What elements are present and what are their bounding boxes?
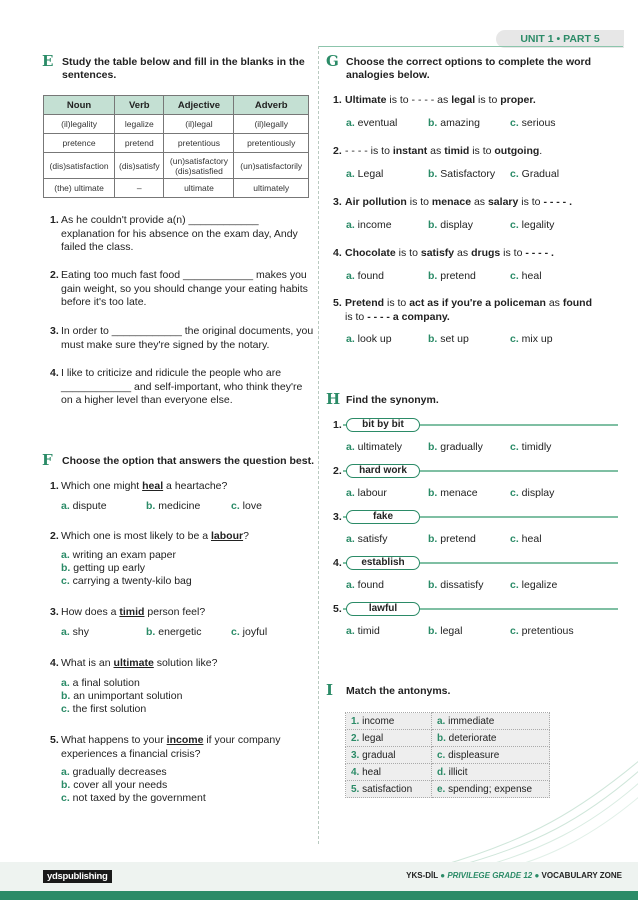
answer-option[interactable]: b. set up: [428, 333, 469, 345]
option-letter: a.: [61, 500, 70, 512]
fill-in-sentence[interactable]: [61, 214, 316, 255]
option-letter: a.: [346, 270, 355, 282]
match-label: 2.: [351, 732, 360, 744]
question-text: What happens to your income if your company experiences a financial crisis?: [61, 734, 281, 760]
option-letter: c.: [510, 579, 519, 591]
answer-option[interactable]: a. gradually decreases: [61, 766, 167, 778]
answer-option[interactable]: a. Legal: [346, 168, 384, 180]
option-letter: a.: [346, 533, 355, 545]
answer-option[interactable]: c. display: [510, 487, 555, 499]
question-text: Which one might heal a heartache?: [61, 480, 228, 492]
analogy-keyword: proper.: [500, 94, 536, 106]
option-letter: b.: [61, 779, 71, 791]
answer-option[interactable]: a. found: [346, 270, 384, 282]
answer-option[interactable]: c. timidly: [510, 441, 552, 453]
answer-option[interactable]: c. love: [231, 500, 262, 512]
analogy-keyword: - - - - .: [543, 196, 573, 208]
table-cell: pretend: [115, 134, 164, 153]
question-number: 1.: [50, 480, 59, 492]
table-cell: ultimately: [234, 179, 309, 198]
option-letter: a.: [346, 333, 355, 345]
option-letter: a.: [61, 549, 70, 561]
match-label: c.: [437, 749, 446, 761]
match-label: a.: [437, 715, 446, 727]
analogy-keyword: legal: [451, 94, 476, 106]
option-letter: c.: [510, 441, 519, 453]
option-letter: b.: [61, 562, 71, 574]
match-cell[interactable]: 5. satisfaction: [346, 781, 432, 798]
answer-option[interactable]: a. labour: [346, 487, 387, 499]
table-cell: (un)satisfactory (dis)satisfied: [164, 153, 234, 179]
question-number: 3.: [50, 606, 59, 618]
analogy-keyword: timid: [444, 145, 470, 157]
match-cell[interactable]: d. illicit: [432, 764, 550, 781]
option-letter: a.: [61, 626, 70, 638]
question-number: 1.: [333, 94, 342, 106]
synonym-word: hard work: [346, 464, 420, 478]
synonym-word: lawful: [346, 602, 420, 616]
answer-option[interactable]: b. Satisfactory: [428, 168, 496, 180]
table-cell: (the) ultimate: [44, 179, 115, 198]
word-forms-table: [43, 95, 309, 198]
item-number: 2.: [333, 465, 342, 477]
item-number: 4.: [333, 557, 342, 569]
answer-option[interactable]: a. timid: [346, 625, 380, 637]
match-cell[interactable]: e. spending; expense: [432, 781, 550, 798]
option-letter: b.: [428, 579, 438, 591]
answer-option[interactable]: a. a final solution: [61, 677, 140, 689]
answer-option[interactable]: c. not taxed by the government: [61, 792, 206, 804]
analogy-text: Air pollution is to menace as salary is to - - - - .: [345, 196, 573, 208]
sentence-line: ____________ and self-important, who think they're: [61, 380, 303, 393]
question-number: 3.: [333, 196, 342, 208]
section-e-letter: E: [42, 52, 54, 70]
table-header: Verb: [115, 96, 164, 115]
answer-option[interactable]: c. heal: [510, 533, 542, 545]
answer-option[interactable]: c. carrying a twenty-kilo bag: [61, 575, 192, 587]
keyword: labour: [210, 530, 244, 542]
question-number: 1.: [50, 214, 59, 226]
question-number: 3.: [50, 325, 59, 337]
answer-option[interactable]: b. amazing: [428, 117, 480, 129]
question-number: 2.: [50, 269, 59, 281]
match-cell[interactable]: c. displeasure: [432, 747, 550, 764]
item-number: 1.: [333, 419, 342, 431]
fill-in-sentence[interactable]: [61, 367, 316, 408]
match-label: d.: [437, 766, 446, 778]
option-letter: c.: [61, 575, 70, 587]
table-cell: (il)legal: [164, 115, 234, 134]
answer-option[interactable]: a. dispute: [61, 500, 107, 512]
synonym-word: fake: [346, 510, 420, 524]
analogy-keyword: - - - - a company.: [367, 310, 450, 323]
option-letter: a.: [346, 117, 355, 129]
option-letter: b.: [428, 333, 438, 345]
option-letter: c.: [231, 626, 240, 638]
table-header: Adjective: [164, 96, 234, 115]
table-cell: (un)satisfactorily: [234, 153, 309, 179]
publisher-logo: ydspublishing: [43, 870, 112, 883]
match-label: 5.: [351, 783, 360, 795]
option-letter: b.: [428, 625, 438, 637]
answer-option[interactable]: c. the first solution: [61, 703, 147, 715]
option-letter: b.: [428, 219, 438, 231]
option-letter: a.: [61, 677, 70, 689]
table-row: [44, 153, 309, 179]
analogy-keyword: menace: [431, 196, 472, 208]
option-letter: b.: [428, 533, 438, 545]
analogy-keyword: act as if you're a policeman: [409, 297, 546, 309]
match-cell[interactable]: 1. income: [346, 713, 432, 730]
answer-option[interactable]: b. cover all your needs: [61, 779, 168, 791]
answer-option[interactable]: c. legalize: [510, 579, 558, 591]
sentence-line: on a higher level than everyone else.: [61, 394, 233, 406]
match-cell[interactable]: b. deteriorate: [432, 730, 550, 747]
option-letter: b.: [146, 500, 156, 512]
question-number: 5.: [333, 297, 342, 309]
analogy-keyword: Pretend: [345, 297, 385, 309]
answer-option[interactable]: b. energetic: [146, 626, 202, 638]
answer-option[interactable]: b. pretend: [428, 533, 476, 545]
table-cell: pretentious: [164, 134, 234, 153]
answer-option[interactable]: b. legal: [428, 625, 463, 637]
match-cell[interactable]: 3. gradual: [346, 747, 432, 764]
answer-option[interactable]: c. joyful: [231, 626, 268, 638]
table-cell: (il)legality: [44, 115, 115, 134]
question-number: 2.: [333, 145, 342, 157]
question-text: Which one is most likely to be a labour?: [61, 530, 249, 542]
answer-option[interactable]: b. menace: [428, 487, 478, 499]
match-label: 4.: [351, 766, 360, 778]
question-number: 4.: [333, 247, 342, 259]
answer-option[interactable]: a. satisfy: [346, 533, 388, 545]
fill-in-sentence[interactable]: [61, 269, 316, 310]
match-row: [346, 730, 550, 747]
match-label: e.: [437, 783, 446, 795]
match-cell[interactable]: 4. heal: [346, 764, 432, 781]
sentence-line: before it's too late.: [61, 296, 147, 308]
answer-option[interactable]: b. an unimportant solution: [61, 690, 183, 702]
table-cell: (dis)satisfy: [115, 153, 164, 179]
item-number: 3.: [333, 511, 342, 523]
section-g-title: Choose the correct options to complete the word analogies below.: [346, 56, 592, 81]
footer-stripe: [0, 891, 638, 900]
keyword: ultimate: [113, 657, 154, 669]
answer-option[interactable]: b. getting up early: [61, 562, 146, 574]
analogy-keyword: drugs: [471, 247, 501, 259]
keyword: timid: [119, 606, 145, 618]
section-f-letter: F: [42, 451, 53, 469]
answer-option[interactable]: c. Gradual: [510, 168, 560, 180]
section-i-title: Match the antonyms.: [346, 685, 451, 697]
match-label: 1.: [351, 715, 360, 727]
option-letter: b.: [146, 626, 156, 638]
fill-in-sentence[interactable]: [61, 325, 316, 352]
question-number: 2.: [50, 530, 59, 542]
analogy-keyword: Air pollution: [345, 196, 407, 208]
table-cell: ultimate: [164, 179, 234, 198]
analogy-keyword: satisfy: [420, 247, 455, 259]
question-number: 4.: [50, 657, 59, 669]
sentence-line: I like to criticize and ridicule the people who are: [61, 367, 282, 379]
analogy-text: Pretend is to act as if you're a policeman as found is to - - - - a company.: [345, 297, 592, 323]
keyword: heal: [142, 480, 164, 492]
analogy-keyword: Chocolate: [345, 247, 396, 259]
option-letter: b.: [61, 690, 71, 702]
option-letter: c.: [61, 792, 70, 804]
answer-option[interactable]: c. legality: [510, 219, 555, 231]
option-letter: b.: [428, 487, 438, 499]
keyword: income: [166, 734, 204, 746]
sentence-line: In order to ____________ the original documents, you: [61, 325, 314, 337]
analogy-keyword: - - - - .: [525, 247, 554, 259]
analogy-keyword: Ultimate: [345, 94, 387, 106]
answer-option[interactable]: c. serious: [510, 117, 556, 129]
match-cell[interactable]: 2. legal: [346, 730, 432, 747]
section-i-letter: I: [326, 681, 334, 699]
option-letter: b.: [428, 168, 438, 180]
sentence-line: failed the class.: [61, 241, 134, 253]
analogy-text: - - - - is to instant as timid is to outgoing.: [345, 145, 543, 157]
match-row: [346, 713, 550, 730]
table-header: Adverb: [234, 96, 309, 115]
section-g-letter: G: [326, 52, 339, 70]
answer-option[interactable]: a. writing an exam paper: [61, 549, 176, 561]
synonym-word: establish: [346, 556, 420, 570]
option-letter: c.: [510, 219, 519, 231]
option-letter: c.: [231, 500, 240, 512]
section-f-title: Choose the option that answers the question best.: [62, 455, 315, 467]
answer-option[interactable]: c. pretentious: [510, 625, 574, 637]
analogy-text: Chocolate is to satisfy as drugs is to - - - - .: [345, 247, 554, 259]
answer-option[interactable]: b. dissatisfy: [428, 579, 484, 591]
analogy-keyword: salary: [487, 196, 519, 208]
table-header: Noun: [44, 96, 115, 115]
option-letter: a.: [61, 766, 70, 778]
analogy-keyword: outgoing: [494, 145, 540, 157]
sentence-line: gain weight, so you should change your eating habits: [61, 282, 308, 295]
answer-option[interactable]: c. heal: [510, 270, 542, 282]
column-divider: [318, 46, 319, 844]
sentence-line: Eating too much fast food ____________ makes you: [61, 269, 307, 281]
table-row: [44, 134, 309, 153]
option-letter: a.: [346, 168, 355, 180]
sentence-line: As he couldn't provide a(n) ____________: [61, 214, 259, 226]
answer-option[interactable]: a. ultimately: [346, 441, 403, 453]
option-letter: c.: [510, 270, 519, 282]
footer-series: YKS-DİL ● PRIVILEGE GRADE 12 ● VOCABULARY ZONE: [406, 871, 622, 880]
option-letter: c.: [510, 625, 519, 637]
section-h-letter: H: [326, 390, 341, 408]
option-letter: c.: [510, 333, 519, 345]
option-letter: a.: [346, 219, 355, 231]
option-letter: b.: [428, 270, 438, 282]
match-label: b.: [437, 732, 446, 744]
section-h-title: Find the synonym.: [346, 394, 439, 406]
question-text: What is an ultimate solution like?: [61, 657, 218, 669]
answer-option[interactable]: a. found: [346, 579, 384, 591]
option-letter: b.: [428, 117, 438, 129]
sentence-line: explanation for his absence on the exam day, Andy: [61, 227, 298, 240]
answer-option[interactable]: c. mix up: [510, 333, 553, 345]
answer-option[interactable]: b. display: [428, 219, 473, 231]
answer-option[interactable]: a. look up: [346, 333, 392, 345]
match-label: 3.: [351, 749, 360, 761]
table-cell: pretence: [44, 134, 115, 153]
analogy-keyword: instant: [392, 145, 428, 157]
match-cell[interactable]: a. immediate: [432, 713, 550, 730]
option-letter: a.: [346, 487, 355, 499]
table-cell: –: [115, 179, 164, 198]
section-e-title: Study the table below and fill in the blanks in the sentences.: [62, 56, 305, 81]
answer-option[interactable]: b. pretend: [428, 270, 476, 282]
decorative-wave: [440, 760, 638, 870]
option-letter: a.: [346, 625, 355, 637]
table-cell: legalize: [115, 115, 164, 134]
answer-option[interactable]: a. eventual: [346, 117, 398, 129]
option-letter: c.: [510, 168, 519, 180]
synonym-word: bit by bit: [346, 418, 420, 432]
item-number: 5.: [333, 603, 342, 615]
option-letter: c.: [510, 533, 519, 545]
table-row: [44, 179, 309, 198]
table-row: [44, 115, 309, 134]
table-cell: pretentiously: [234, 134, 309, 153]
option-letter: c.: [61, 703, 70, 715]
answer-option[interactable]: b. gradually: [428, 441, 483, 453]
top-rule: [318, 46, 623, 47]
sentence-line: must make sure they're signed by the notary.: [61, 338, 270, 351]
unit-part-tab: UNIT 1 • PART 5: [496, 30, 624, 48]
option-letter: a.: [346, 579, 355, 591]
option-letter: c.: [510, 487, 519, 499]
question-number: 4.: [50, 367, 59, 379]
answer-option[interactable]: b. medicine: [146, 500, 201, 512]
question-text: How does a timid person feel?: [61, 606, 206, 618]
option-letter: b.: [428, 441, 438, 453]
question-number: 5.: [50, 734, 59, 746]
answer-option[interactable]: a. shy: [61, 626, 90, 638]
table-cell: (il)legally: [234, 115, 309, 134]
option-letter: c.: [510, 117, 519, 129]
table-cell: (dis)satisfaction: [44, 153, 115, 179]
analogy-keyword: found: [562, 297, 592, 309]
answer-option[interactable]: a. income: [346, 219, 392, 231]
analogy-text: Ultimate is to - - - - as legal is to proper.: [345, 94, 536, 106]
option-letter: a.: [346, 441, 355, 453]
